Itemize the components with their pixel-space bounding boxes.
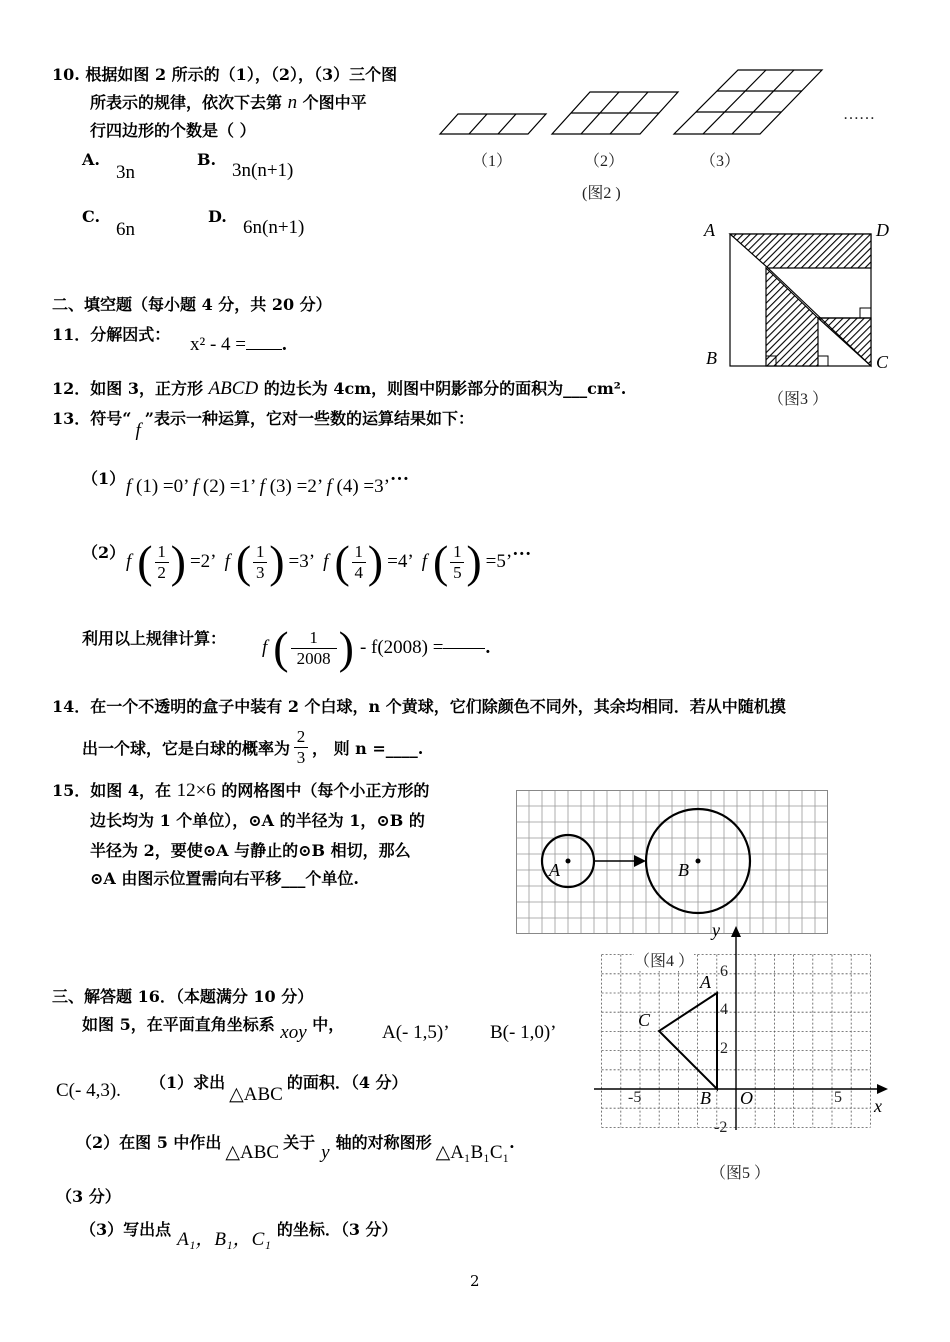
figure-5-tick-y-6: 6 [720,963,728,980]
figure-5-axis-y: y [712,920,720,940]
figure-2-ellipsis: …… [843,106,875,123]
q13-part2-label: （2） [82,543,126,562]
q10-option-a-label: A. [82,150,100,169]
q12-var: ABCD [208,378,259,399]
q13-part1-row: f (1) =0’ f (2) =1’ f (3) =2’ f (4) =3’… [126,464,409,497]
figure-5-caption: （图5 ） [710,1165,771,1182]
figure-5-point-c: C [638,1010,651,1030]
q10-option-a-expr: 3n [116,162,135,183]
q16-part2-axis: y [321,1142,330,1163]
q10-line2-text: 所表示的规律，依次下去第 [90,93,283,112]
q13-part2-row: f ( 1 2 ) = 2 ’ f ( 1 3 ) = 3 ’ f ( 1 4 ) = 4 ’ f ( 1 5 ) = 5 ’ … [126,536,532,587]
figure-3-caption: （图3 ） [768,391,829,408]
q16-part3: （3）写出点 A₁，B₁，C₁ 的坐标．（3 分） [80,1220,398,1250]
q10-option-b-expr: 3n(n+1) [232,160,294,181]
figure-3-label-a: A [704,220,715,240]
figure-5-tick-y-4: 4 [720,1001,728,1018]
q16-part2-triangle: △ABC [225,1142,280,1163]
q10-line2-rest: 个图中平 [302,93,367,112]
q15-grid-size: 12×6 [176,780,216,801]
figure-5-origin: O [740,1088,753,1108]
q14-line2-pre: 出一个球，它是白球的概率为 [82,738,291,758]
figure-5-point-a: A [700,972,711,992]
figure-2-label-3: （3） [700,153,741,170]
q16-part2: （2）在图 5 中作出 △ABC 关于 y 轴的对称图形 △A₁B₁C₁. [76,1133,515,1163]
q14-line1: 14．在一个不透明的盒子中装有 2 个白球，n 个黄球，它们除颜色不同外，其余均相同．若从中随机摸 [52,697,786,716]
figure-5-tick-x-5: 5 [834,1089,842,1106]
q13-part1-label: （1） [82,469,126,488]
figure-2-caption: (图2 ) [582,185,621,202]
q12-line [52,376,626,400]
q15-line3: 半径为 2，要使⊙A 与静止的⊙B 相切，那么 [90,841,411,860]
q16-part2-score: （3 分） [56,1187,121,1206]
figure-4-label-a: A [549,860,560,880]
q13-prefix: 13．符号“ [52,409,132,428]
q10-line1: 10. 根据如图 2 所示的（1），（2），（3）三个图 [52,65,398,84]
figure-3-square [700,220,900,380]
figure-2-parallelograms [438,66,838,146]
q14-fraction: 2 3 [294,727,308,768]
q13-symbol: f [135,420,141,441]
q13-suffix: ”表示一种运算，它对一些数的运算结果如下： [144,409,474,428]
q14-line2 [82,722,423,772]
q10-option-c-label: C. [82,207,101,226]
figure-4-grid [516,790,828,934]
figure-5-tick-y-neg2: -2 [714,1119,728,1136]
q10-option-c-expr: 6n [116,219,135,240]
q13-answer-blank[interactable] [443,648,485,649]
q10-line2 [90,90,367,114]
q15-line4: ⊙A 由图示位置需向右平移___个单位. [90,869,359,888]
q16-part3-points: A₁，B₁，C₁ [177,1229,271,1250]
q11-expr-text: x² - 4 = [190,334,246,355]
q10-var-n: n [287,92,298,113]
q11-answer-blank[interactable] [246,349,282,350]
figure-5-tick-y-2: 2 [720,1040,728,1057]
q10-line3: 行四边形的个数是（ ） [90,121,256,140]
q11-expr: x² - 4 = . [190,334,287,355]
q10-option-d-expr: 6n(n+1) [243,217,305,238]
page-number: 2 [470,1272,480,1290]
q13-calc-text: 利用以上规律计算： [82,629,227,648]
figure-5-tick-x-neg5: -5 [628,1089,642,1106]
figure-3-label-d: D [876,220,889,240]
q11-text: 11．分解因式： [52,325,171,344]
figure-2-label-1: （1） [472,153,513,170]
figure-5-legend-note: （图4 ） [634,948,694,971]
q10-option-b-label: B. [197,150,217,169]
q12-suffix: 的边长为 4cm，则图中阴影部分的面积为___cm². [263,379,627,398]
q16-point-b: B(- 1,0)’ [490,1022,557,1043]
figure-5-point-b: B [700,1088,711,1108]
q16-point-a: A(- 1,5)’ [382,1022,450,1043]
figure-2-label-2: （2） [584,153,625,170]
q14-line2-post: ， 则 n =____. [312,738,424,758]
q16-system: xoy [280,1022,307,1043]
q10-option-d-label: D. [208,207,227,226]
q16-point-c: C(- 4,3). [56,1080,121,1101]
section-3-heading: 三、解答题 16．（本题满分 10 分） [52,987,314,1006]
q16-part2-target: △A₁B₁C₁ [435,1142,510,1163]
q16-intro: 如图 5，在平面直角坐标系 xoy 中， [82,1015,345,1043]
figure-5-axis-x: x [874,1096,882,1116]
q13-line [52,406,474,441]
q16-part1: （1）求出△ABC的面积．（4 分） [150,1073,408,1105]
figure-3-label-c: C [876,352,889,372]
q13-calc-expr: f ( 1 2008 ) - f(2008) = . [262,622,491,673]
q12-prefix: 12．如图 3，正方形 [52,379,203,398]
q16-part1-triangle: △ABC [229,1084,283,1105]
q15-line1: 15．如图 4，在 12×6 的网格图中（每个小正方形的 [52,780,430,801]
figure-3-label-b: B [706,348,717,368]
figure-4-label-b: B [678,860,689,880]
q15-line2: 边长均为 1 个单位），⊙A 的半径为 1，⊙B 的 [90,811,425,830]
section-2-heading: 二、填空题（每小题 4 分，共 20 分） [52,295,332,314]
